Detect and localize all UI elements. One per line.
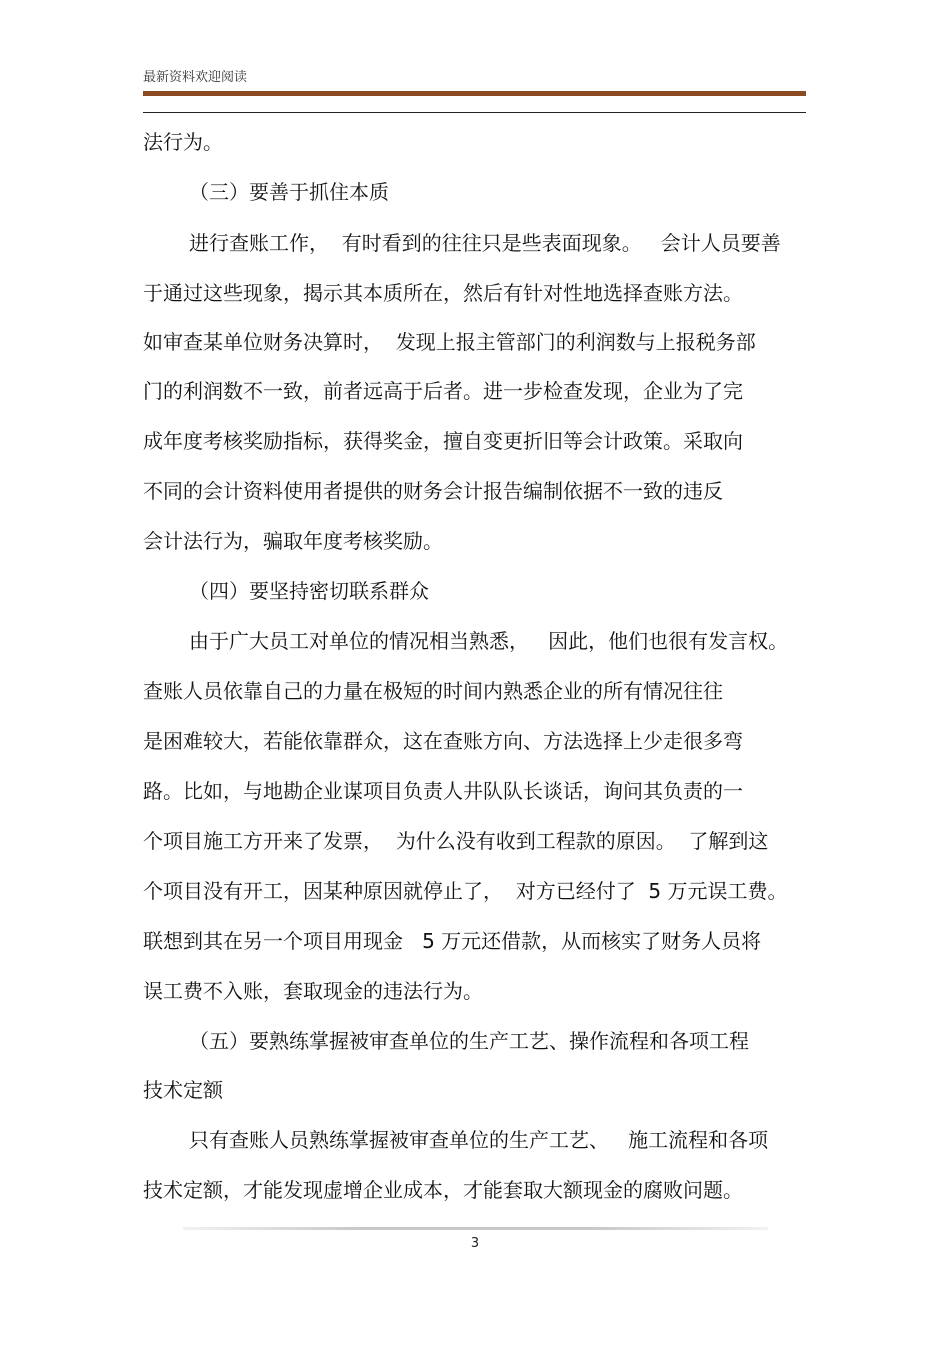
text-line: 如审查某单位财务决算时， 发现上报主管部门的利润数与上报税务部	[143, 330, 756, 354]
section-heading: （四）要坚持密切联系群众	[189, 579, 429, 603]
header-rule-thin	[143, 112, 806, 113]
text-line: 只有查账人员熟练掌握被审查单位的生产工艺、 施工流程和各项	[189, 1128, 769, 1152]
text-line: 个项目施工方开来了发票， 为什么没有收到工程款的原因。 了解到这	[143, 829, 769, 853]
text-line: 是困难较大，若能依靠群众，这在查账方向、方法选择上少走很多弯	[143, 729, 743, 753]
section-heading: （三）要善于抓住本质	[189, 180, 389, 204]
page-number: 3	[470, 1236, 480, 1251]
text-line: 查账人员依靠自己的力量在极短的时间内熟悉企业的所有情况往往	[143, 679, 723, 703]
text-line: 不同的会计资料使用者提供的财务会计报告编制依据不一致的违反	[143, 479, 723, 503]
text-line: 联想到其在另一个项目用现金 5 万元还借款，从而核实了财务人员将	[143, 929, 762, 953]
text-line: 由于广大员工对单位的情况相当熟悉， 因此，他们也很有发言权。	[189, 629, 789, 653]
text-line: 进行查账工作， 有时看到的往往只是些表面现象。 会计人员要善	[189, 231, 781, 255]
text-line: 路。比如，与地勘企业谋项目负责人井队队长谈话，询问其负责的一	[143, 779, 743, 803]
text-line: 会计法行为，骗取年度考核奖励。	[143, 529, 443, 553]
footer-rule	[183, 1227, 768, 1230]
text-line: 技术定额，才能发现虚增企业成本，才能套取大额现金的腐败问题。	[143, 1178, 743, 1202]
text-line: 门的利润数不一致，前者远高于后者。进一步检查发现，企业为了完	[143, 379, 743, 403]
header-rule-thick	[143, 91, 806, 96]
section-heading: 技术定额	[143, 1078, 223, 1102]
text-line: 于通过这些现象，揭示其本质所在，然后有针对性地选择查账方法。	[143, 281, 743, 305]
text-line: 个项目没有开工，因某种原因就停止了， 对方已经付了 5 万元误工费。	[143, 879, 788, 903]
header-text: 最新资料欢迎阅读	[143, 70, 248, 85]
text-line: 成年度考核奖励指标，获得奖金，擅自变更折旧等会计政策。采取向	[143, 429, 743, 453]
text-line: 法行为。	[143, 130, 223, 154]
section-heading: （五）要熟练掌握被审查单位的生产工艺、操作流程和各项工程	[189, 1029, 749, 1053]
text-line: 误工费不入账，套取现金的违法行为。	[143, 979, 483, 1003]
